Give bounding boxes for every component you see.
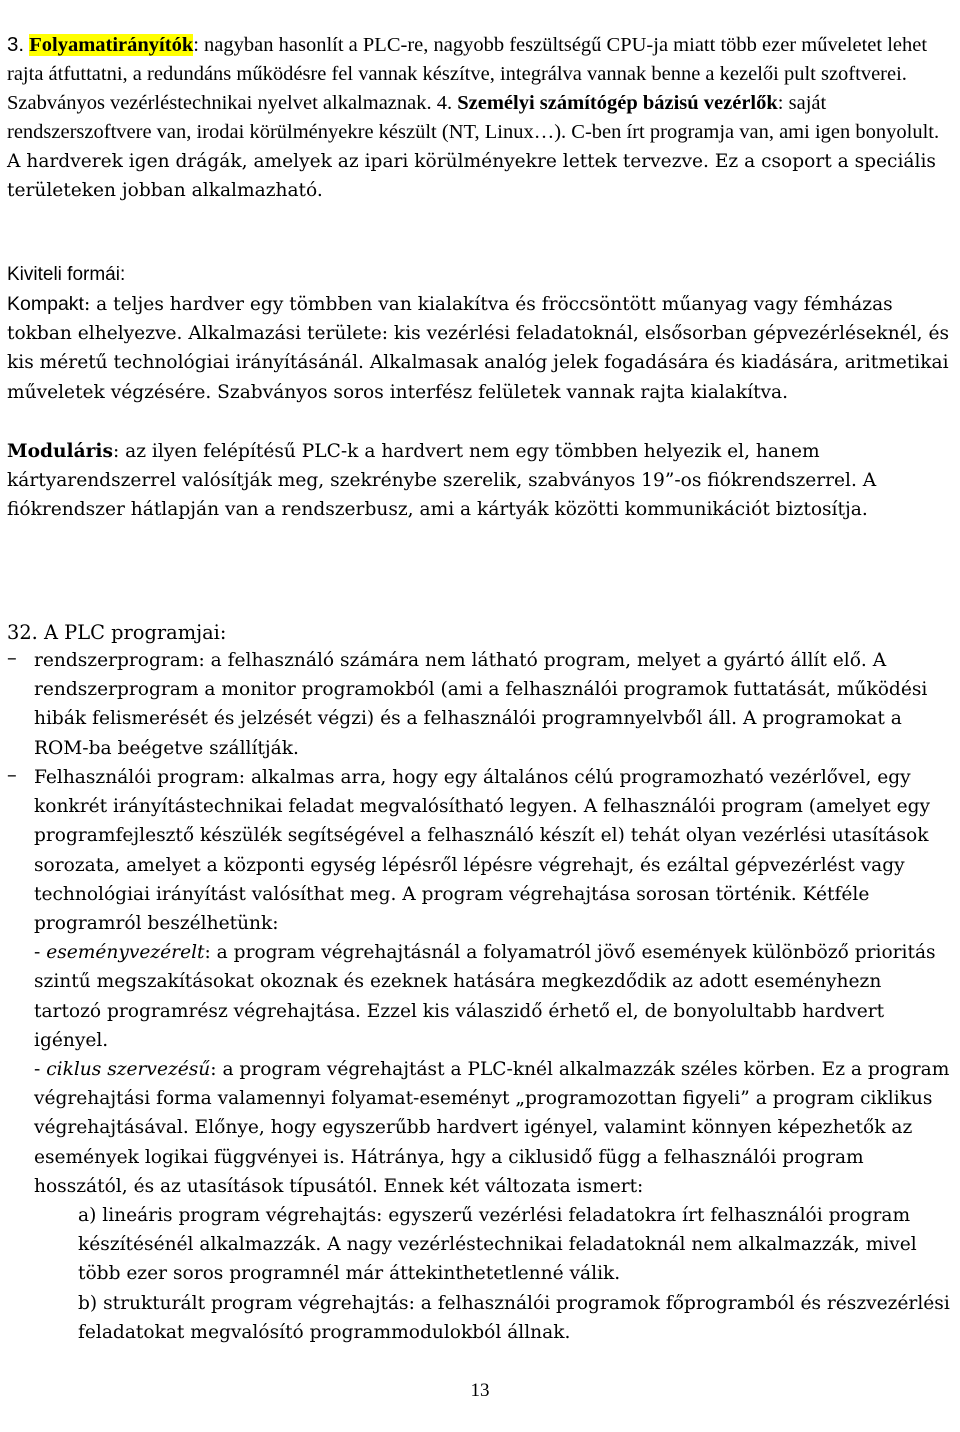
paragraph-text: Felhasználói program: alkalmas arra, hogy egy általános célú programozható vezérlővel, egy konkrét irányítástechnikai feladat megvalósítható legyen. A felhasználói program (amelyet egy programfejlesztő készülék segítségével a felhasználó készít el) tehát olyan vezérlési utasítások sorozata, amelyet a központi egység lépésről lépésre végrehajt, és ezáltal gépvezérlést vagy technológiai irányítást valósíthat meg. A program végrehajtása sorosan történik. Kétféle programról beszélhetünk: [34, 767, 930, 935]
sub-item-esemenyvezerelt [34, 938, 952, 1055]
item-number: 3. [7, 33, 25, 56]
paragraph-text: : az ilyen felépítésű PLC-k a hardvert nem egy tömbben helyezik el, hanem kártyarendszerrel valósítják meg, szekrénybe szerelik, szabványos 19”-os fiókrendszerrel. A fiókrendszer hátlapján van a rendszerbusz, ami a kártyák közötti kommunikációt biztosítja. [7, 441, 877, 521]
section-heading: 32. A PLC programjai: [7, 621, 227, 644]
term-esemenyvezerelt: eseményvezérelt [46, 942, 205, 964]
paragraph-modularis [7, 437, 952, 525]
kiviteli-heading: Kiviteli formái: [7, 264, 126, 285]
term-modularis: Moduláris [7, 441, 113, 462]
paragraph-text: : a teljes hardver egy tömbben van kialakítva és fröccsöntött műanyag vagy fémházas tokban elhelyezve. Alkalmazási területe: kis vezérlési feladatoknál, elsősorban gépvezérléseknél, és kis méretű technológiai irányításánál. Alkalmasak analóg jelek fogadására és kiadására, aritmetikai műveletek végzésére. Szabványos soros interfész felületek vannak rajta kialakítva. [7, 294, 950, 403]
term-szemelyi-szamitogep: Személyi számítógép bázisú vezérlők [457, 92, 778, 114]
bullet-dash: – [7, 763, 17, 786]
term-kompakt: Kompakt [7, 293, 84, 315]
paragraph-text: : saját rendszerszoftvere van, irodai körülményekre készült (NT, Linux…). C-ben írt programja van, ami igen bonyolult. [7, 92, 940, 143]
term-folyamatiranyitok: Folyamatirányítók [29, 34, 194, 56]
term-ciklus-szervezesu: ciklus szervezésű [46, 1059, 211, 1081]
page-number: 13 [470, 1380, 490, 1401]
bullet-dash: – [7, 646, 17, 669]
sub-item-prefix: - [34, 942, 47, 964]
paragraph-folyamatiranyitok [7, 30, 952, 205]
sub-item-prefix: - [34, 1059, 47, 1081]
sub-item-strukturalt: b) strukturált program végrehajtás: a felhasználói programok főprogramból és részvezérlési feladatokat megvalósító programmodulokból állnak. [78, 1292, 950, 1343]
list-item-rendszerprogram: rendszerprogram: a felhasználó számára nem látható program, melyet a gyártó állít elő. A rendszerprogram a monitor programokból (ami a felhasználói programok futtatását, működési hibák felismerését és jelzését végzi) és a felhasználói programnyelvből áll. A programokat a ROM-ba beégetve szállítják. [34, 650, 928, 759]
paragraph-text: : a program végrehajtásnál a folyamatról jövő események különböző prioritás szintű megszakításokat okoznak és ezeknek hatására megkezdődik az adott eseményhezn tartozó programrész végrehajtása. Ezzel kis válaszidő érhető el, de bonyolultabb hardvert igényel. [34, 942, 936, 1051]
paragraph-text: : a program végrehajtást a PLC-knél alkalmazzák széles körben. Ez a program végrehajtási forma valamennyi folyamat-eseményt „programozottan figyeli” a program ciklikus végrehajtásával. Előnye, hogy egyszerűbb hardvert igényel, valamint könnyen képezhetők az események logikai függvényei is. Hátránya, hgy a ciklusidő függ a felhasználói program hosszától, és az utasítások típusától. Ennek két változata ismert: [34, 1059, 950, 1197]
paragraph-text: A hardverek igen drágák, amelyek az ipari körülményekre lettek tervezve. Ez a csoport a speciális területeken jobban alkalmazható. [7, 151, 936, 201]
sub-item-ciklus-szervezesu [34, 1055, 952, 1201]
paragraph-text: : nagyban hasonlít a PLC-re, nagyobb feszültségű CPU-ja miatt több ezer műveletet lehet rajta átfuttatni, a redundáns működésre fel vannak készítve, integrálva vannak benne a kezelői pult szoftverei. Szabványos vezérléstechnikai nyelvet alkalmaznak. 4. [7, 34, 928, 114]
paragraph-kompakt [7, 290, 952, 407]
list-item-felhasznaloi-program [34, 763, 952, 1347]
sub-item-linearis: a) lineáris program végrehajtás: egyszerű vezérlési feladatokra írt felhasználói program készítésénél alkalmazzák. A nagy vezérléstechnikai feladatoknál nem alkalmazzák, mivel több ezer soros programnél már áttekinthetetlenné válik. [78, 1205, 917, 1285]
